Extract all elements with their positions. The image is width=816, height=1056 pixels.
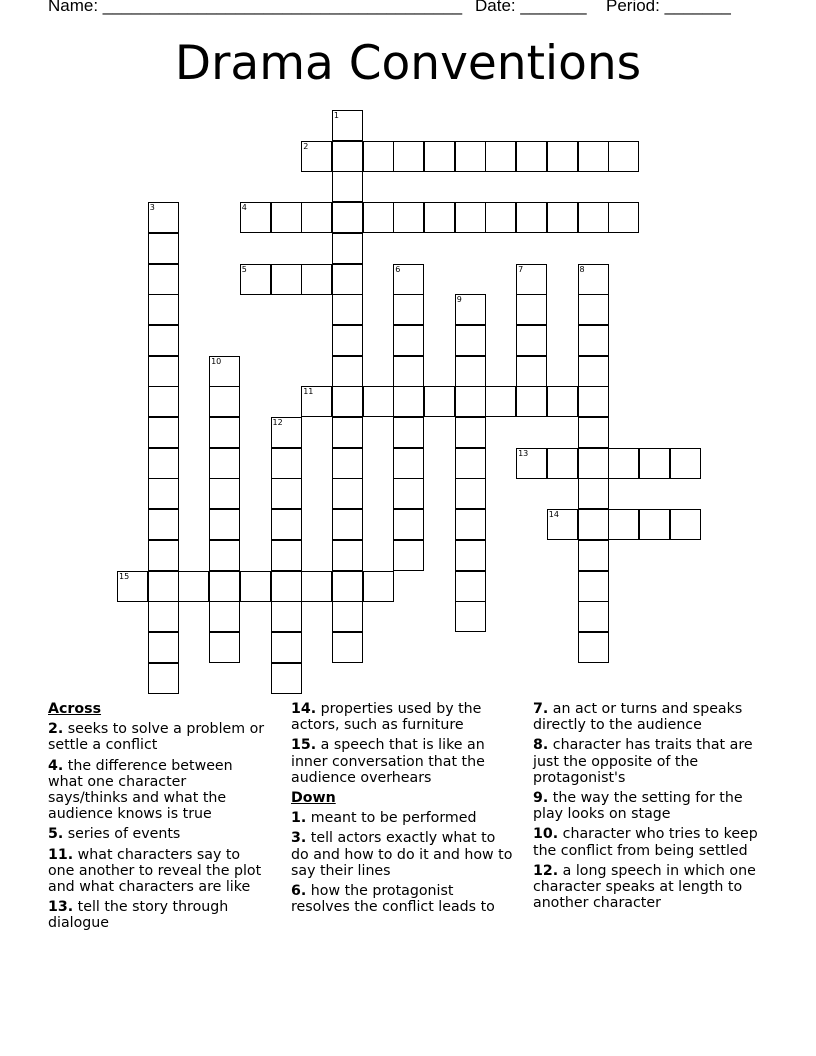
- crossword-cell[interactable]: [332, 325, 363, 356]
- clue-number: 7.: [533, 701, 549, 717]
- crossword-cell[interactable]: [455, 571, 486, 602]
- cell-number: 5: [241, 264, 247, 274]
- cell-number: 14: [548, 510, 559, 520]
- cell-number: 1: [333, 111, 339, 120]
- crossword-cell[interactable]: [240, 571, 271, 602]
- crossword-cell[interactable]: [485, 202, 516, 233]
- crossword-cell[interactable]: [393, 386, 424, 417]
- crossword-cell[interactable]: [578, 601, 609, 632]
- clue-text: what characters say to one another to reveal the plot and what characters are like: [48, 846, 262, 896]
- crossword-cell[interactable]: [209, 386, 240, 417]
- crossword-cell[interactable]: [578, 509, 609, 540]
- crossword-cell[interactable]: [301, 264, 332, 295]
- crossword-cell[interactable]: [148, 632, 179, 663]
- clue-number: 1.: [291, 810, 307, 827]
- crossword-cell[interactable]: [393, 540, 424, 571]
- crossword-cell[interactable]: [455, 294, 486, 325]
- clue-text: a long speech in which one character speaks at length to another character: [533, 862, 756, 912]
- cell-number: 2: [303, 141, 309, 151]
- crossword-cell[interactable]: [393, 202, 424, 233]
- crossword-cell[interactable]: [209, 571, 240, 602]
- crossword-cell[interactable]: [516, 141, 547, 172]
- crossword-cell[interactable]: [271, 632, 302, 663]
- clue-across-4: [48, 758, 270, 823]
- cell-number: 15: [119, 571, 130, 581]
- crossword-cell[interactable]: [547, 386, 578, 417]
- cell-number: 10: [211, 356, 222, 366]
- crossword-cell[interactable]: [578, 448, 609, 479]
- crossword-cell[interactable]: [209, 601, 240, 632]
- crossword-cell[interactable]: [148, 264, 179, 295]
- crossword-cell[interactable]: [332, 356, 363, 387]
- clue-number: 12.: [533, 862, 559, 879]
- crossword-cell[interactable]: [547, 202, 578, 233]
- clue-across-14: [291, 701, 513, 733]
- clue-down-3: [291, 830, 513, 879]
- crossword-cell[interactable]: [271, 264, 302, 295]
- crossword-cell[interactable]: [209, 509, 240, 540]
- crossword-cell[interactable]: [240, 202, 271, 233]
- crossword-cell[interactable]: [332, 141, 363, 172]
- crossword-cell[interactable]: [608, 448, 639, 479]
- crossword-cell[interactable]: [393, 264, 424, 295]
- crossword-cell[interactable]: [271, 509, 302, 540]
- clue-text: character who tries to keep the conflict from being settled: [533, 826, 758, 859]
- crossword-cell[interactable]: [516, 202, 547, 233]
- crossword-cell[interactable]: [148, 509, 179, 540]
- clue-text: the difference between what one character says/thinks and what the audience knows is true: [48, 757, 233, 823]
- crossword-cell[interactable]: [332, 540, 363, 571]
- crossword-cell[interactable]: [424, 386, 455, 417]
- crossword-cell[interactable]: [332, 202, 363, 233]
- clues-column-2: [291, 701, 513, 919]
- clues-column-3: [533, 701, 769, 915]
- crossword-cell[interactable]: [455, 417, 486, 448]
- crossword-cell[interactable]: [455, 325, 486, 356]
- crossword-cell[interactable]: [178, 571, 209, 602]
- crossword-cell[interactable]: [608, 509, 639, 540]
- crossword-cell[interactable]: [485, 141, 516, 172]
- crossword-cell[interactable]: [516, 448, 547, 479]
- crossword-cell[interactable]: [148, 356, 179, 387]
- crossword-cell[interactable]: [271, 571, 302, 602]
- crossword-cell[interactable]: [209, 632, 240, 663]
- crossword-cell[interactable]: [393, 509, 424, 540]
- crossword-cell[interactable]: [516, 325, 547, 356]
- cell-number: 11: [303, 387, 314, 397]
- clue-across-5: [48, 826, 270, 842]
- crossword-cell[interactable]: [148, 540, 179, 571]
- crossword-cell[interactable]: [332, 171, 363, 202]
- crossword-cell[interactable]: [301, 141, 332, 172]
- crossword-cell[interactable]: [578, 294, 609, 325]
- clue-text: tell the story through dialogue: [48, 899, 229, 932]
- crossword-cell[interactable]: [271, 417, 302, 448]
- clue-down-8: [533, 737, 769, 786]
- crossword-cell[interactable]: [271, 601, 302, 632]
- crossword-cell[interactable]: [148, 663, 179, 694]
- crossword-cell[interactable]: [393, 325, 424, 356]
- clues-column-1: [48, 701, 270, 936]
- clue-down-1: [291, 810, 513, 826]
- crossword-cell[interactable]: [363, 141, 394, 172]
- crossword-cell[interactable]: [455, 448, 486, 479]
- down-heading: Down: [291, 790, 336, 807]
- cell-number: 13: [518, 448, 529, 458]
- crossword-cell[interactable]: [148, 233, 179, 264]
- crossword-cell[interactable]: [332, 601, 363, 632]
- crossword-cell[interactable]: [455, 386, 486, 417]
- crossword-cell[interactable]: [578, 202, 609, 233]
- crossword-cell[interactable]: [148, 571, 179, 602]
- crossword-cell[interactable]: [608, 141, 639, 172]
- crossword-cell[interactable]: [455, 509, 486, 540]
- crossword-cell[interactable]: [578, 571, 609, 602]
- crossword-cell[interactable]: [393, 478, 424, 509]
- clue-text: series of events: [67, 826, 181, 843]
- across-heading: Across: [48, 701, 102, 717]
- crossword-cell[interactable]: [516, 294, 547, 325]
- crossword-cell[interactable]: [639, 509, 670, 540]
- clue-number: 14.: [291, 701, 317, 717]
- crossword-cell[interactable]: [578, 540, 609, 571]
- clue-number: 6.: [291, 883, 307, 900]
- clue-text: seeks to solve a problem or settle a conflict: [48, 721, 265, 754]
- clue-across-13: [48, 899, 270, 931]
- crossword-cell[interactable]: [516, 356, 547, 387]
- crossword-cell[interactable]: [117, 571, 148, 602]
- clue-number: 13.: [48, 899, 74, 916]
- clue-text: the way the setting for the play looks on stage: [533, 790, 743, 823]
- crossword-cell[interactable]: [424, 141, 455, 172]
- crossword-cell[interactable]: [332, 632, 363, 663]
- clue-number: 9.: [533, 790, 549, 807]
- crossword-cell[interactable]: [455, 141, 486, 172]
- crossword-cell[interactable]: [209, 417, 240, 448]
- crossword-cell[interactable]: [209, 448, 240, 479]
- crossword-cell[interactable]: [547, 448, 578, 479]
- crossword-cell[interactable]: [271, 202, 302, 233]
- crossword-cell[interactable]: [148, 417, 179, 448]
- crossword-cell[interactable]: [670, 448, 701, 479]
- clue-text: how the protagonist resolves the conflict leads to: [291, 883, 495, 916]
- clue-across-11: [48, 847, 270, 896]
- crossword-cell[interactable]: [332, 448, 363, 479]
- crossword-cell[interactable]: [332, 110, 363, 141]
- crossword-cell[interactable]: [393, 294, 424, 325]
- crossword-cell[interactable]: [578, 141, 609, 172]
- cell-number: 9: [456, 295, 462, 305]
- clue-across-2: [48, 721, 270, 753]
- crossword-cell[interactable]: [271, 448, 302, 479]
- crossword-cell[interactable]: [578, 632, 609, 663]
- crossword-cell[interactable]: [424, 202, 455, 233]
- crossword-cell[interactable]: [332, 264, 363, 295]
- crossword-cell[interactable]: [578, 386, 609, 417]
- clue-number: 4.: [48, 757, 64, 774]
- name-field-label[interactable]: Name: ______________________________________: [48, 0, 463, 15]
- crossword-cell[interactable]: [148, 386, 179, 417]
- page-title: Drama Conventions: [174, 36, 642, 91]
- crossword-cell[interactable]: [455, 202, 486, 233]
- clue-text: tell actors exactly what to do and how to do it and how to say their lines: [291, 830, 513, 879]
- cell-number: 4: [241, 203, 247, 213]
- crossword-cell[interactable]: [516, 386, 547, 417]
- crossword-cell[interactable]: [271, 663, 302, 694]
- cell-number: 3: [149, 203, 155, 213]
- crossword-cell[interactable]: [209, 356, 240, 387]
- clue-text: a speech that is like an inner conversation that the audience overhears: [291, 737, 485, 786]
- clue-text: meant to be performed: [310, 810, 477, 827]
- clue-number: 2.: [48, 721, 64, 738]
- crossword-cell[interactable]: [332, 478, 363, 509]
- crossword-cell[interactable]: [332, 386, 363, 417]
- crossword-cell[interactable]: [455, 478, 486, 509]
- crossword-cell[interactable]: [332, 417, 363, 448]
- crossword-cell[interactable]: [301, 386, 332, 417]
- crossword-cell[interactable]: [271, 540, 302, 571]
- crossword-cell[interactable]: [608, 202, 639, 233]
- crossword-cell[interactable]: [516, 264, 547, 295]
- clue-text: an act or turns and speaks directly to the audience: [533, 701, 743, 734]
- clue-text: properties used by the actors, such as furniture: [291, 701, 482, 734]
- crossword-cell[interactable]: [148, 202, 179, 233]
- crossword-cell[interactable]: [547, 509, 578, 540]
- clue-down-6: [291, 883, 513, 915]
- crossword-cell[interactable]: [578, 478, 609, 509]
- crossword-cell[interactable]: [578, 325, 609, 356]
- clue-number: 3.: [291, 830, 307, 847]
- crossword-cell[interactable]: [455, 356, 486, 387]
- crossword-cell[interactable]: [393, 356, 424, 387]
- crossword-cell[interactable]: [578, 356, 609, 387]
- cell-number: 7: [518, 264, 524, 274]
- crossword-cell[interactable]: [301, 571, 332, 602]
- crossword-cell[interactable]: [148, 448, 179, 479]
- crossword-cell[interactable]: [148, 601, 179, 632]
- crossword-cell[interactable]: [393, 141, 424, 172]
- crossword-cell[interactable]: [578, 264, 609, 295]
- crossword-cell[interactable]: [485, 386, 516, 417]
- crossword-cell[interactable]: [393, 417, 424, 448]
- cell-number: 8: [579, 264, 585, 274]
- crossword-cell[interactable]: [455, 601, 486, 632]
- clue-across-15: [291, 737, 513, 786]
- clue-number: 5.: [48, 826, 64, 843]
- cell-number: 12: [272, 418, 283, 427]
- clue-down-7: [533, 701, 769, 733]
- period-field-label[interactable]: Period: _______: [606, 0, 731, 15]
- crossword-cell[interactable]: [240, 264, 271, 295]
- crossword-cell[interactable]: [578, 417, 609, 448]
- crossword-cell[interactable]: [363, 571, 394, 602]
- clue-down-9: [533, 790, 769, 822]
- crossword-cell[interactable]: [209, 478, 240, 509]
- crossword-cell[interactable]: [332, 509, 363, 540]
- crossword-cell[interactable]: [455, 540, 486, 571]
- clue-text: character has traits that are just the opposite of the protagonist's: [533, 737, 753, 786]
- cell-number: 6: [395, 264, 401, 274]
- date-field-label[interactable]: Date: _______: [475, 0, 587, 15]
- crossword-cell[interactable]: [148, 478, 179, 509]
- clue-number: 11.: [48, 846, 74, 863]
- crossword-cell[interactable]: [332, 571, 363, 602]
- clue-down-10: [533, 826, 769, 858]
- crossword-cell[interactable]: [271, 478, 302, 509]
- crossword-cell[interactable]: [332, 294, 363, 325]
- crossword-cell[interactable]: [209, 540, 240, 571]
- crossword-cell[interactable]: [363, 386, 394, 417]
- clue-number: 10.: [533, 826, 559, 843]
- clue-number: 8.: [533, 737, 549, 754]
- crossword-cell[interactable]: [670, 509, 701, 540]
- clue-down-12: [533, 863, 769, 912]
- crossword-cell[interactable]: [393, 448, 424, 479]
- crossword-cell[interactable]: [148, 294, 179, 325]
- crossword-cell[interactable]: [547, 141, 578, 172]
- crossword-cell[interactable]: [639, 448, 670, 479]
- crossword-cell[interactable]: [148, 325, 179, 356]
- crossword-cell[interactable]: [332, 233, 363, 264]
- crossword-cell[interactable]: [363, 202, 394, 233]
- clue-number: 15.: [291, 737, 317, 754]
- crossword-cell[interactable]: [301, 202, 332, 233]
